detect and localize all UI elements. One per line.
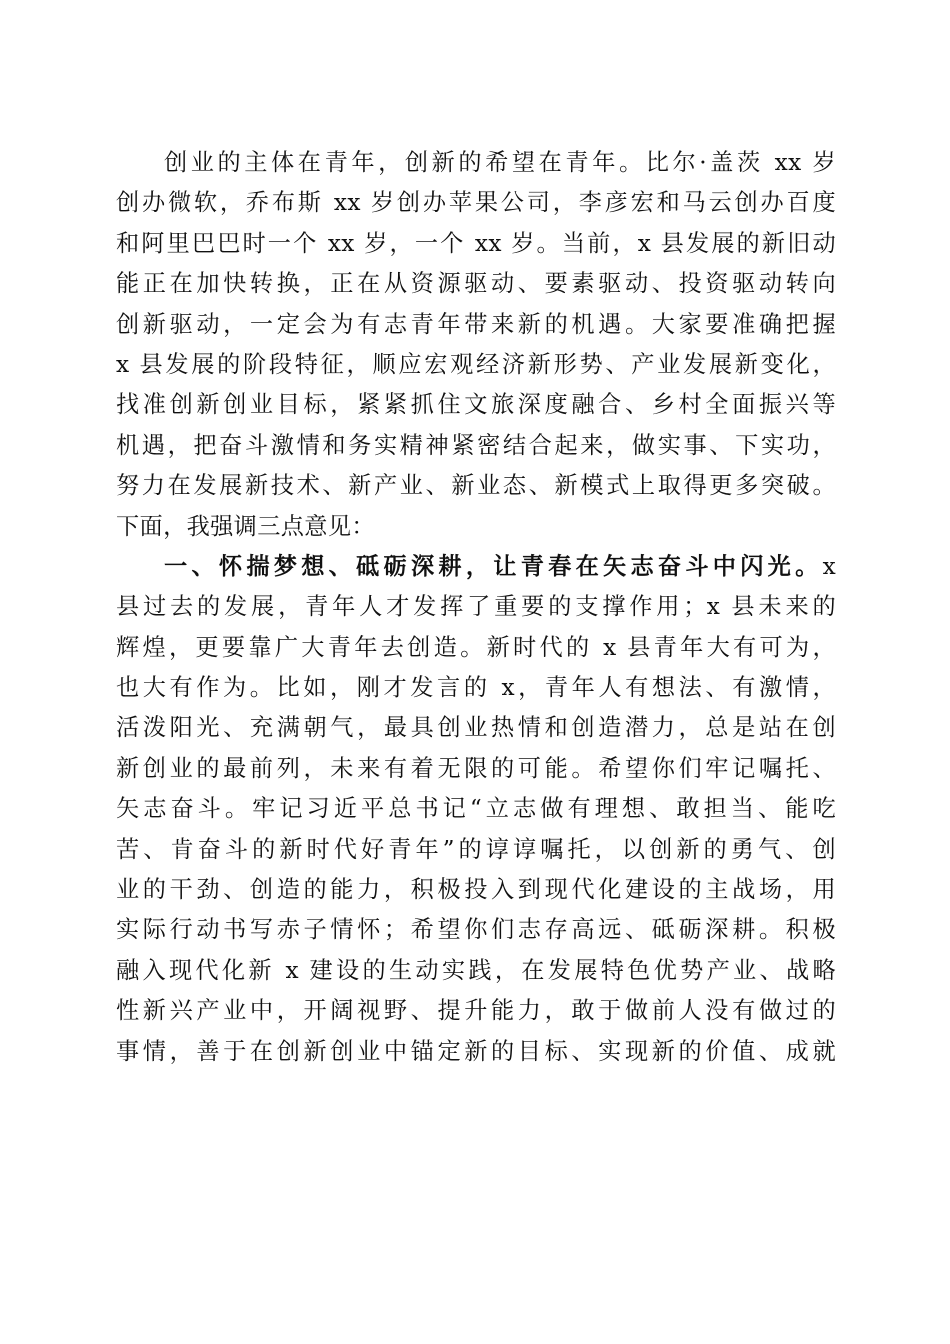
text-line: 实际行动书写赤子情怀；希望你们志存高远、砥砺深耕。积极 (116, 916, 836, 944)
text-line: 性新兴产业中，开阔视野、提升能力，敢于做前人没有做过的 (116, 997, 836, 1025)
heading-tail-text: x (822, 552, 836, 580)
text-line: 创办微软，乔布斯 xx 岁创办苹果公司，李彦宏和马云创办百度 (116, 189, 836, 217)
document-body (116, 143, 836, 1072)
text-line: 融入现代化新 x 建设的生动实践，在发展特色优势产业、战略 (116, 956, 836, 984)
section-heading-line (116, 547, 836, 587)
text-line: 也大有作为。比如，刚才发言的 x，青年人有想法、有激情， (116, 674, 836, 702)
text-line: 县过去的发展，青年人才发挥了重要的支撑作用；x 县未来的 (116, 593, 836, 621)
text-line: 创业的主体在青年，创新的希望在青年。比尔·盖茨 xx 岁 (164, 149, 836, 176)
text-line: 新创业的最前列，未来有着无限的可能。希望你们牢记嘱托、 (116, 754, 836, 782)
text-line: 创新驱动，一定会为有志青年带来新的机遇。大家要准确把握 (116, 310, 836, 338)
text-line: 机遇，把奋斗激情和务实精神紧密结合起来，做实事、下实功， (116, 431, 836, 459)
text-line: 矢志奋斗。牢记习近平总书记“立志做有理想、敢担当、能吃 (116, 795, 836, 823)
text-line: 努力在发展新技术、新产业、新业态、新模式上取得更多突破。 (116, 472, 836, 500)
text-line: 苦、肯奋斗的新时代好青年”的谆谆嘱托，以创新的勇气、创 (116, 835, 836, 863)
text-line: 下面，我强调三点意见： (116, 512, 375, 540)
text-line: 找准创新创业目标，紧紧抓住文旅深度融合、乡村全面振兴等 (116, 391, 836, 419)
text-line: 能正在加快转换，正在从资源驱动、要素驱动、投资驱动转向 (116, 270, 836, 298)
text-line: 和阿里巴巴时一个 xx 岁，一个 xx 岁。当前，x 县发展的新旧动 (116, 229, 836, 257)
text-line: 业的干劲、创造的能力，积极投入到现代化建设的主战场，用 (116, 876, 836, 904)
paragraph-intro (116, 143, 836, 547)
text-line: x 县发展的阶段特征，顺应宏观经济新形势、产业发展新变化， (116, 350, 836, 378)
text-line: 活泼阳光、充满朝气，最具创业热情和创造潜力，总是站在创 (116, 714, 836, 742)
text-line: 事情，善于在创新创业中锚定新的目标、实现新的价值、成就 (116, 1037, 836, 1065)
text-line: 辉煌，更要靠广大青年去创造。新时代的 x 县青年大有可为， (116, 633, 836, 661)
section-heading: 一、怀揣梦想、砥砺深耕，让青春在矢志奋斗中闪光。 (164, 552, 823, 580)
paragraph-section-one (116, 547, 836, 1072)
